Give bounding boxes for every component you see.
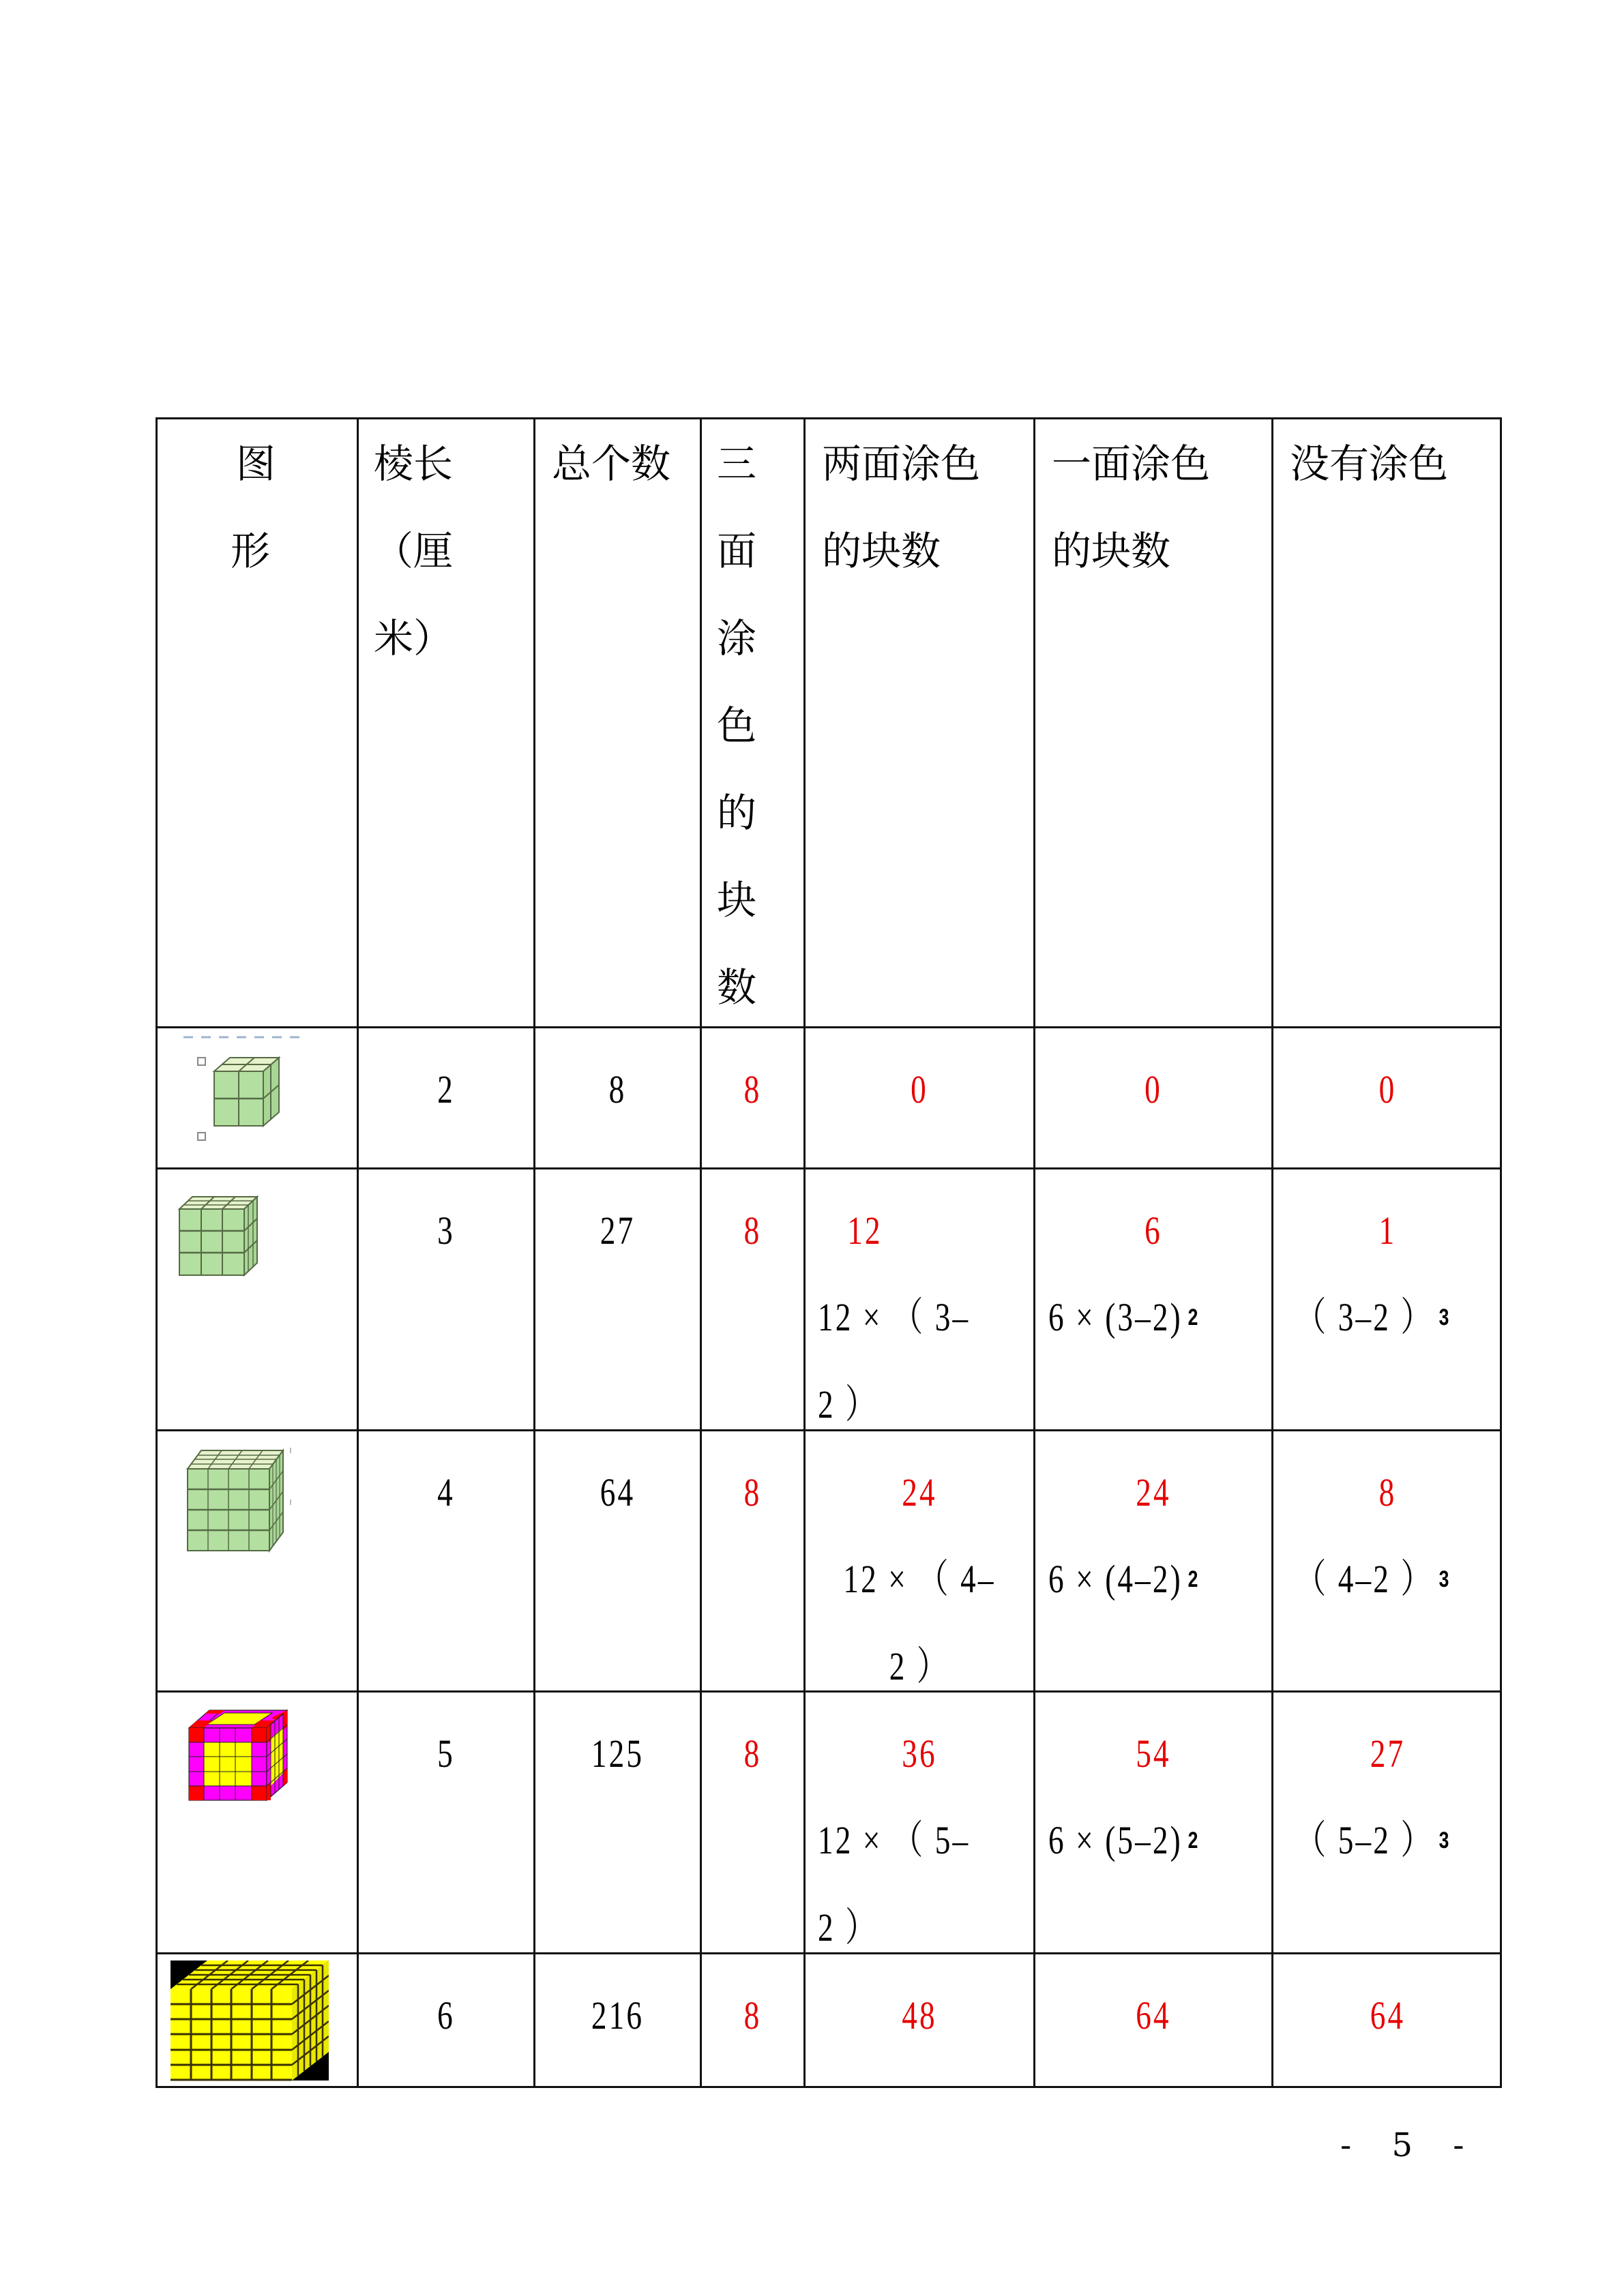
formula-base: （ 3–2 ）	[1295, 1295, 1434, 1339]
edge-length-value: 4	[437, 1470, 455, 1515]
header-shape-line: 图	[236, 442, 276, 486]
header-two-faces	[806, 419, 1033, 1026]
formula-base: 6 × (5–2)	[1048, 1818, 1183, 1862]
header-total	[535, 419, 700, 1026]
two-faces-value: 48	[902, 1993, 937, 2038]
edge-length-value: 3	[437, 1208, 455, 1253]
no-paint-value: 27	[1370, 1731, 1406, 1776]
header-no-paint	[1273, 419, 1502, 1026]
formula-exponent: 2	[1187, 1566, 1200, 1592]
no-paint-value: 8	[1378, 1470, 1397, 1515]
header-three-line: 块	[717, 878, 757, 923]
header-two-line: 两面涂色	[822, 442, 981, 486]
header-three-line: 色	[717, 704, 757, 748]
two-faces-formula-cont: 2 ）	[818, 1382, 879, 1427]
two-faces-formula-cont: 2 ）	[818, 1905, 879, 1950]
no-paint-formula	[1295, 1536, 1451, 1628]
formula-exponent: 3	[1438, 1304, 1451, 1330]
header-shape	[158, 419, 357, 1026]
header-three-line: 的	[717, 791, 757, 835]
formula-base: 6 × (3–2)	[1048, 1295, 1183, 1339]
edge-length-value: 6	[437, 1993, 455, 2038]
two-faces-value: 24	[902, 1470, 937, 1515]
total-value: 216	[591, 1993, 645, 2038]
header-three-line: 数	[717, 966, 757, 1010]
three-faces-value: 8	[743, 1993, 762, 2038]
header-no-paint-text: 没有涂色	[1290, 442, 1449, 486]
two-faces-value: 0	[911, 1067, 928, 1112]
two-faces-formula-cont: 2 ）	[889, 1644, 950, 1688]
painted-cube-table	[156, 417, 1502, 2088]
page-number: - 5 -	[1340, 2126, 1479, 2164]
formula-base: 6 × (4–2)	[1048, 1557, 1183, 1601]
header-three-line: 面	[717, 529, 757, 573]
edge-length-value: 2	[437, 1067, 455, 1112]
header-three-line: 涂	[717, 616, 757, 661]
header-shape-line: 形	[231, 529, 271, 573]
no-paint-value: 0	[1378, 1067, 1397, 1112]
one-face-formula	[1048, 1274, 1200, 1367]
two-faces-formula: 12 × （ 4–	[843, 1557, 996, 1601]
formula-exponent: 3	[1438, 1828, 1451, 1853]
no-paint-value: 64	[1370, 1993, 1406, 2038]
three-faces-value: 8	[743, 1208, 762, 1253]
no-paint-value: 1	[1378, 1208, 1397, 1253]
no-paint-formula	[1295, 1274, 1451, 1367]
formula-base: （ 5–2 ）	[1295, 1818, 1434, 1862]
header-three-line: 三	[717, 442, 757, 486]
formula-base: （ 4–2 ）	[1295, 1557, 1434, 1601]
one-face-formula	[1048, 1536, 1200, 1628]
three-faces-value: 8	[743, 1470, 762, 1515]
header-edge-length	[359, 419, 533, 1026]
green-cube-3-icon	[177, 1191, 272, 1287]
two-faces-formula: 12 × （ 3–	[818, 1295, 971, 1339]
total-value: 27	[600, 1208, 636, 1253]
formula-exponent: 2	[1187, 1828, 1200, 1853]
one-face-value: 54	[1136, 1731, 1171, 1776]
header-total-text: 总个数	[552, 442, 671, 486]
header-one-face	[1035, 419, 1271, 1026]
colored-cube-5-icon	[186, 1708, 316, 1803]
two-faces-formula: 12 × （ 5–	[818, 1818, 971, 1862]
one-face-value: 64	[1136, 1993, 1171, 2038]
yellow-cube-6-icon	[171, 1960, 329, 2083]
two-faces-value: 36	[902, 1731, 937, 1776]
no-paint-formula	[1295, 1797, 1451, 1890]
header-one-line: 一面涂色	[1052, 442, 1211, 486]
total-value: 8	[608, 1067, 627, 1112]
header-three-faces	[702, 419, 803, 1026]
formula-exponent: 3	[1438, 1566, 1451, 1592]
two-faces-value: 12	[847, 1208, 883, 1253]
one-face-value: 6	[1145, 1208, 1162, 1253]
header-edge-line: （厘	[374, 529, 454, 573]
header-edge-line: 棱长	[374, 442, 454, 486]
total-value: 64	[600, 1470, 636, 1515]
formula-exponent: 2	[1187, 1304, 1200, 1330]
header-edge-line: 米）	[374, 616, 454, 661]
three-faces-value: 8	[743, 1731, 762, 1776]
three-faces-value: 8	[743, 1067, 762, 1112]
one-face-value: 0	[1145, 1067, 1162, 1112]
header-two-line: 的块数	[822, 529, 941, 573]
one-face-value: 24	[1136, 1470, 1171, 1515]
edge-length-value: 5	[437, 1731, 455, 1776]
one-face-formula	[1048, 1797, 1200, 1890]
green-cube-2-icon	[178, 1032, 308, 1161]
green-cube-4-icon	[185, 1445, 294, 1561]
total-value: 125	[591, 1731, 645, 1776]
header-one-line: 的块数	[1052, 529, 1171, 573]
